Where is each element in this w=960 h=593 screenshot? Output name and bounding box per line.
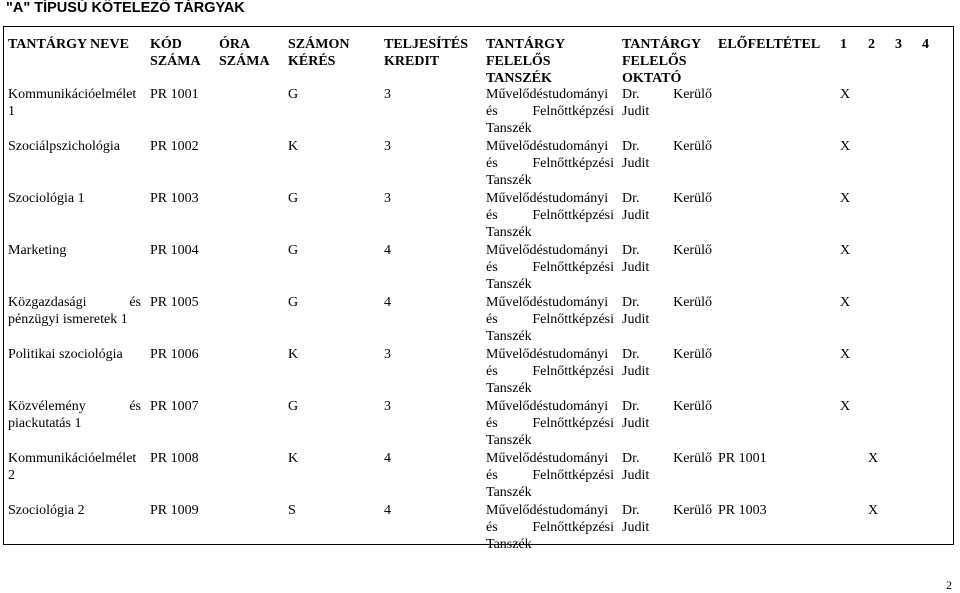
- course-teacher-line: Dr. Kerülő: [622, 347, 712, 362]
- course-department: [486, 346, 614, 397]
- course-code: PR 1006: [150, 347, 199, 362]
- course-teacher-line: Dr. Kerülő: [622, 503, 712, 518]
- header-teacher-line: OKTATÓ: [622, 71, 682, 86]
- course-department-line: és Felnőttképzési: [486, 260, 614, 275]
- course-code: PR 1008: [150, 451, 199, 466]
- course-assessment: G: [288, 295, 299, 310]
- course-name-line: Kommunikációelmélet: [8, 87, 137, 102]
- course-name: [8, 450, 141, 484]
- header-prereq-line: ELŐFELTÉTEL: [718, 37, 821, 52]
- course-teacher-line: Dr. Kerülő: [622, 295, 712, 310]
- course-department-line: és Felnőttképzési: [486, 468, 614, 483]
- header-assessment: [288, 36, 349, 70]
- course-department-line: és Felnőttképzési: [486, 208, 614, 223]
- header-hours-line: SZÁMA: [219, 54, 270, 69]
- header-assessment-line: KÉRÉS: [288, 54, 336, 69]
- course-assessment: K: [288, 139, 299, 154]
- header-credit-line: TELJESÍTÉS: [384, 37, 469, 52]
- course-name-line: Szociálpszichológia: [8, 139, 120, 154]
- course-name: [8, 294, 141, 328]
- semester-mark: X: [840, 87, 851, 102]
- course-credit: 4: [384, 451, 391, 466]
- course-code: PR 1007: [150, 399, 199, 414]
- course-teacher-line: Dr. Kerülő: [622, 139, 712, 154]
- course-teacher-line: Judit: [622, 364, 650, 379]
- course-name: [8, 398, 141, 432]
- semester-mark: X: [840, 243, 851, 258]
- course-teacher-line: Judit: [622, 468, 650, 483]
- course-department-line: Tanszék: [486, 329, 532, 344]
- course-teacher: [622, 294, 712, 328]
- course-teacher-line: Dr. Kerülő: [622, 243, 712, 258]
- course-department-line: Művelődéstudományi: [486, 399, 609, 414]
- course-assessment: K: [288, 347, 299, 362]
- course-teacher-line: Dr. Kerülő: [622, 451, 712, 466]
- page-number: 2: [946, 578, 952, 592]
- header-semester-4: 4: [922, 37, 929, 52]
- course-name-line: Kommunikációelmélet: [8, 451, 137, 466]
- course-prereq: PR 1001: [718, 451, 767, 466]
- course-department-line: és Felnőttképzési: [486, 364, 614, 379]
- course-department: [486, 242, 614, 293]
- course-department-line: és Felnőttképzési: [486, 156, 614, 171]
- course-prereq: PR 1003: [718, 503, 767, 518]
- page-title: "A" TÍPUSÚ KÖTELEZŐ TÁRGYAK: [6, 0, 245, 16]
- course-department-line: Tanszék: [486, 121, 532, 136]
- course-teacher: [622, 346, 712, 380]
- header-teacher: [622, 36, 701, 87]
- course-teacher-line: Judit: [622, 260, 650, 275]
- semester-mark: X: [868, 503, 879, 518]
- header-name-line: TANTÁRGY NEVE: [8, 37, 129, 52]
- course-code: PR 1001: [150, 87, 199, 102]
- course-credit: 3: [384, 191, 391, 206]
- course-teacher-line: Judit: [622, 416, 650, 431]
- course-name: [8, 502, 141, 519]
- course-name: [8, 86, 141, 120]
- course-code: PR 1009: [150, 503, 199, 518]
- header-department-line: FELELŐS: [486, 54, 551, 69]
- course-teacher-line: Dr. Kerülő: [622, 191, 712, 206]
- course-department-line: és Felnőttképzési: [486, 104, 614, 119]
- course-credit: 3: [384, 399, 391, 414]
- course-department-line: Művelődéstudományi: [486, 87, 609, 102]
- course-name-line: pénzügyi ismeretek 1: [8, 312, 128, 327]
- course-department-line: Tanszék: [486, 277, 532, 292]
- course-teacher: [622, 398, 712, 432]
- course-assessment: G: [288, 399, 299, 414]
- course-department-line: Művelődéstudományi: [486, 191, 609, 206]
- course-assessment: G: [288, 191, 299, 206]
- header-prereq: [718, 36, 820, 53]
- course-name: [8, 190, 141, 207]
- header-teacher-line: FELELŐS: [622, 54, 687, 69]
- course-name-line: piackutatás 1: [8, 416, 82, 431]
- header-hours-line: ÓRA: [219, 37, 251, 52]
- course-credit: 4: [384, 503, 391, 518]
- course-name-line: Marketing: [8, 243, 67, 258]
- semester-mark: X: [840, 399, 851, 414]
- course-department: [486, 138, 614, 189]
- header-credit: [384, 36, 468, 70]
- course-department: [486, 190, 614, 241]
- course-code: PR 1002: [150, 139, 199, 154]
- semester-mark: X: [840, 139, 851, 154]
- course-department-line: Tanszék: [486, 173, 532, 188]
- course-department-line: és Felnőttképzési: [486, 312, 614, 327]
- semester-mark: X: [868, 451, 879, 466]
- header-teacher-line: TANTÁRGY: [622, 37, 702, 52]
- course-code: PR 1005: [150, 295, 199, 310]
- header-code-line: SZÁMA: [150, 54, 201, 69]
- course-teacher: [622, 242, 712, 276]
- course-teacher-line: Judit: [622, 208, 650, 223]
- course-teacher-line: Dr. Kerülő: [622, 87, 712, 102]
- header-assessment-line: SZÁMON: [288, 37, 350, 52]
- course-name-line: 1: [8, 104, 15, 119]
- course-name-line: Szociológia 1: [8, 191, 85, 206]
- course-department-line: és Felnőttképzési: [486, 520, 614, 535]
- course-credit: 4: [384, 243, 391, 258]
- header-credit-line: KREDIT: [384, 54, 440, 69]
- course-name: [8, 346, 141, 363]
- course-credit: 3: [384, 347, 391, 362]
- course-name-line: 2: [8, 468, 15, 483]
- header-department-line: TANTÁRGY: [486, 37, 566, 52]
- course-department: [486, 450, 614, 501]
- course-teacher: [622, 138, 712, 172]
- course-department-line: Tanszék: [486, 485, 532, 500]
- course-credit: 4: [384, 295, 391, 310]
- header-department-line: TANSZÉK: [486, 71, 552, 86]
- course-assessment: G: [288, 87, 299, 102]
- course-teacher-line: Dr. Kerülő: [622, 399, 712, 414]
- semester-mark: X: [840, 347, 851, 362]
- header-department: [486, 36, 565, 87]
- course-teacher-line: Judit: [622, 104, 650, 119]
- course-department-line: Művelődéstudományi: [486, 243, 609, 258]
- course-credit: 3: [384, 139, 391, 154]
- course-teacher: [622, 450, 712, 484]
- course-department: [486, 398, 614, 449]
- course-department: [486, 294, 614, 345]
- semester-mark: X: [840, 191, 851, 206]
- semester-mark: X: [840, 295, 851, 310]
- course-name: [8, 138, 141, 155]
- course-assessment: G: [288, 243, 299, 258]
- course-department-line: Művelődéstudományi: [486, 347, 609, 362]
- course-department-line: Tanszék: [486, 433, 532, 448]
- course-name: [8, 242, 141, 259]
- course-assessment: S: [288, 503, 296, 518]
- course-department-line: Művelődéstudományi: [486, 503, 609, 518]
- header-hours: [219, 36, 270, 70]
- course-teacher: [622, 86, 712, 120]
- course-teacher-line: Judit: [622, 520, 650, 535]
- header-name: [8, 36, 129, 53]
- course-credit: 3: [384, 87, 391, 102]
- course-department-line: Művelődéstudományi: [486, 295, 609, 310]
- course-code: PR 1004: [150, 243, 199, 258]
- course-teacher-line: Judit: [622, 156, 650, 171]
- course-teacher: [622, 502, 712, 536]
- course-department-line: Tanszék: [486, 225, 532, 240]
- course-assessment: K: [288, 451, 299, 466]
- course-department-line: Művelődéstudományi: [486, 451, 609, 466]
- course-department-line: Tanszék: [486, 381, 532, 396]
- header-semester-1: 1: [840, 37, 847, 52]
- course-name-line: Közvélemény és: [8, 399, 141, 414]
- course-name-line: Szociológia 2: [8, 503, 85, 518]
- header-semester-2: 2: [868, 37, 875, 52]
- course-department: [486, 502, 614, 553]
- course-department-line: Művelődéstudományi: [486, 139, 609, 154]
- course-department-line: és Felnőttképzési: [486, 416, 614, 431]
- header-code-line: KÓD: [150, 37, 182, 52]
- header-semester-3: 3: [895, 37, 902, 52]
- course-table-frame: [3, 26, 954, 545]
- course-name-line: Közgazdasági és: [8, 295, 141, 310]
- course-department: [486, 86, 614, 137]
- course-department-line: Tanszék: [486, 537, 532, 552]
- course-teacher-line: Judit: [622, 312, 650, 327]
- header-code: [150, 36, 201, 70]
- course-teacher: [622, 190, 712, 224]
- course-code: PR 1003: [150, 191, 199, 206]
- course-name-line: Politikai szociológia: [8, 347, 123, 362]
